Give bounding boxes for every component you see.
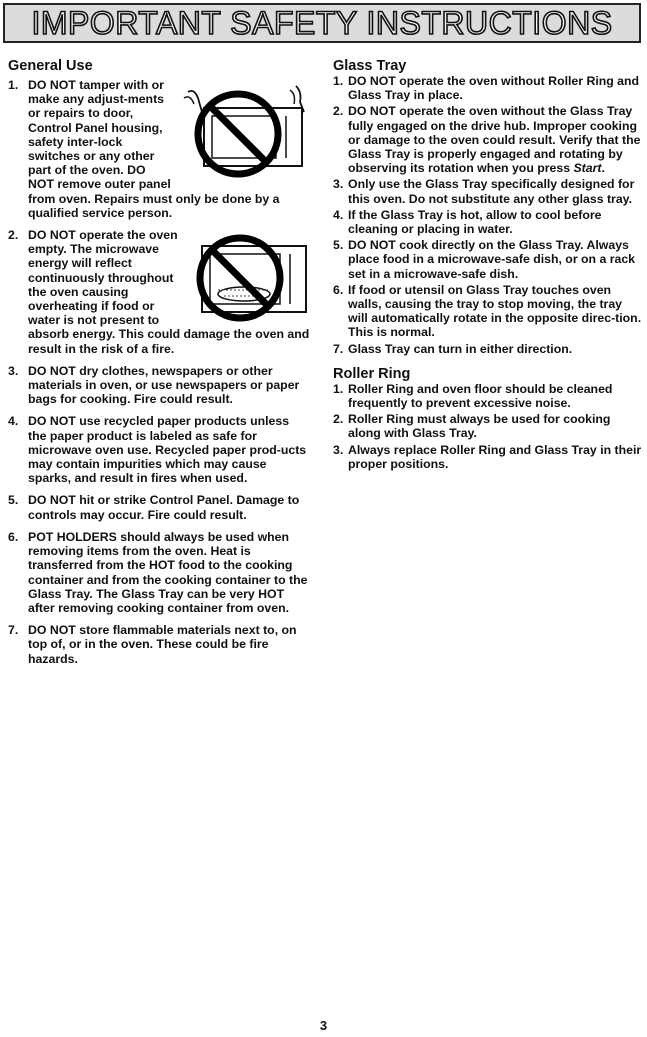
- glass-tray-section: [333, 58, 643, 473]
- list-item: 4. If the Glass Tray is hot, allow to cool before cleaning or placing in water.: [333, 207, 602, 237]
- list-item: 3. Always replace Roller Ring and Glass Tray in their proper positions.: [333, 442, 642, 471]
- page-number: 3: [319, 1018, 328, 1033]
- roller-ring-list: [333, 382, 643, 471]
- no-tampering-illustration: [178, 78, 310, 184]
- glass-tray-list: [333, 74, 643, 356]
- general-use-section: [8, 58, 310, 674]
- list-item: 1. DO NOT tamper with or make any adjust-ments or repairs to door, Control Panel housing, safety inter-lock switches or any other part of the oven. DO NOT remove outer panel from oven. Repairs must only be done by a qualified service person.: [8, 78, 310, 220]
- list-item: 3. DO NOT dry clothes, newspapers or other materials in oven, or use newspapers or paper bags for cooking. Fire could result.: [8, 363, 300, 407]
- list-item: 6. POT HOLDERS should always be used when removing items from the oven. Heat is transferred from the HOT food to the cooking container and from the cooking container to the Glass Tray. The Glass Tray can be very HOT after removing cooking container from oven.: [8, 529, 308, 615]
- glass-tray-heading: Glass Tray: [333, 58, 407, 74]
- list-item: 2. Roller Ring must always be used for cooking along with Glass Tray.: [333, 412, 611, 441]
- list-item: 1. Roller Ring and oven floor should be cleaned frequently to prevent excessive noise.: [333, 381, 613, 411]
- list-item: 7. Glass Tray can turn in either direction.: [333, 341, 573, 356]
- general-use-list: [8, 78, 310, 666]
- roller-ring-heading: Roller Ring: [333, 365, 411, 382]
- general-use-heading: General Use: [8, 58, 93, 74]
- list-item: 6. If food or utensil on Glass Tray touches oven walls, causing the tray to stop moving, the tray will automatically rotate in the opposite direc-tion. This is normal.: [333, 282, 642, 340]
- list-item: 4. DO NOT use recycled paper products unless the paper product is labeled as safe for microwave oven use. Recycled paper prod-ucts may contain impurities which may cause sparks, and result in fires when used.: [8, 414, 307, 486]
- list-item: 5. DO NOT cook directly on the Glass Tray. Always place food in a microwave-safe dish, or on a rack set in a microwave-safe dish.: [333, 238, 636, 281]
- list-item: 2. DO NOT operate the oven without the Glass Tray fully engaged on the drive hub. Improper cooking or damage to the oven could result. Verify that the Glass Tray is properly engaged and rotating by observing its rotation when you press Start.: [333, 104, 641, 176]
- banner-title: IMPORTANT SAFETY INSTRUCTIONS: [31, 4, 613, 41]
- list-item: 3. Only use the Glass Tray specifically designed for this oven. Do not substitute any other glass tray.: [333, 177, 635, 206]
- list-item: 7. DO NOT store flammable materials next to, on top of, or in the oven. These could be fire hazards.: [8, 623, 297, 666]
- list-item: 2. DO NOT operate the oven empty. The microwave energy will reflect continuously throughout the oven causing overheating if food or water is not present to absorb energy. This could damage the oven and result in the risk of a fire.: [8, 228, 310, 356]
- title-banner: [3, 3, 641, 43]
- list-item: 5. DO NOT hit or strike Control Panel. Damage to controls may occur. Fire could result.: [8, 493, 300, 522]
- list-item: 1. DO NOT operate the oven without Roller Ring and Glass Tray in place.: [333, 74, 640, 103]
- no-empty-operation-illustration: [188, 232, 310, 324]
